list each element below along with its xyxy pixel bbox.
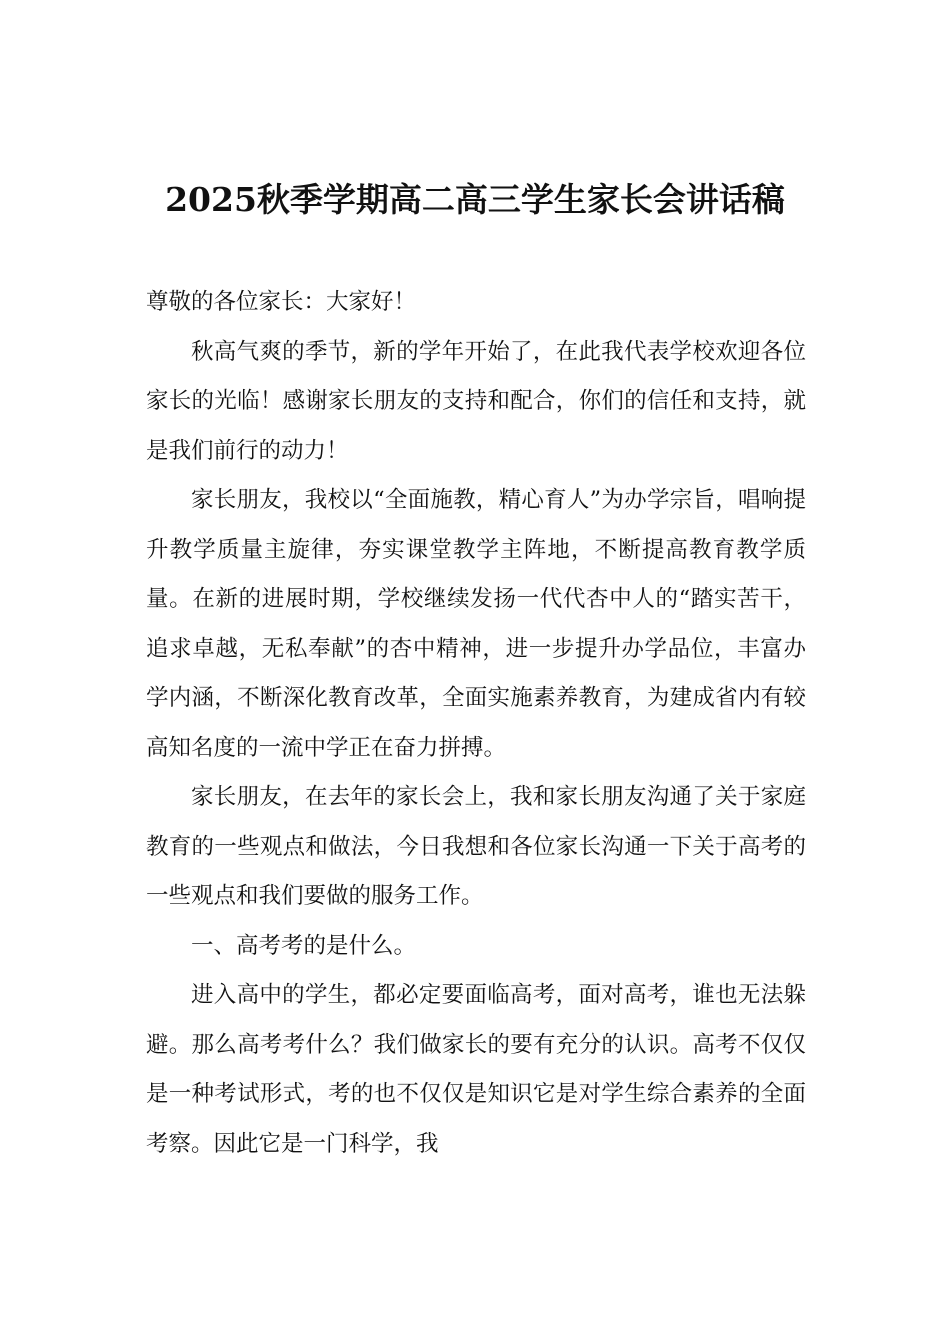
document-title: 2025秋季学期高二高三学生家长会讲话稿 (165, 180, 785, 219)
paragraph-communication: 家长朋友，在去年的家长会上，我和家长朋友沟通了关于家庭教育的一些观点和做法，今日我想和各位家长沟通一下关于高考的一些观点和我们要做的服务工作。 (146, 784, 806, 909)
paragraph-school-philosophy: 家长朋友，我校以“全面施教，精心育人”为办学宗旨，唱响提升教学质量主旋律，夯实课堂教学主阵地，不断提高教育教学质量。在新的进展时期，学校继续发扬一代代杏中人的“踏实苦干，追求卓越，无私奉献”的杏中精神，进一步提升办学品位，丰富办学内涵，不断深化教育改革，全面实施素养教育，为建成省内有较高知名度的一流中学正在奋力拼搏。 (146, 487, 806, 761)
salutation: 尊敬的各位家长：大家好！ (146, 289, 417, 315)
paragraph-gaokao: 进入高中的学生，都必定要面临高考，面对高考，谁也无法躲避。那么高考考什么？我们做家长的要有充分的认识。高考不仅仅是一种考试形式，考的也不仅仅是知识它是对学生综合素养的全面考察。因此它是一门科学，我 (146, 982, 806, 1157)
document-body (146, 278, 806, 1169)
paragraph-welcome: 秋高气爽的季节，新的学年开始了，在此我代表学校欢迎各位家长的光临！感谢家长朋友的支持和配合，你们的信任和支持，就是我们前行的动力！ (146, 338, 806, 464)
section-heading-gaokao: 一、高考考的是什么。 (191, 932, 417, 959)
